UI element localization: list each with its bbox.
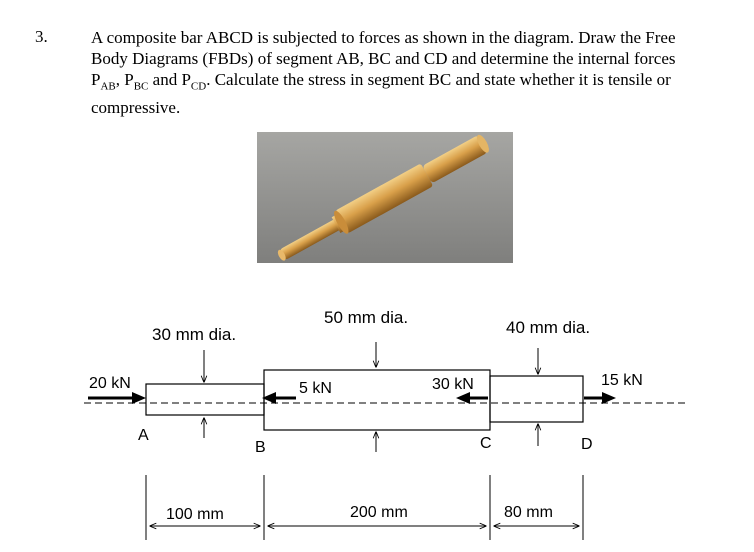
point-d-label: D xyxy=(581,436,593,453)
point-b-label: B xyxy=(255,439,266,456)
point-a-label: A xyxy=(138,427,149,444)
force-arrow-d xyxy=(584,392,616,404)
force-b-label: 5 kN xyxy=(299,380,332,397)
dia-cd-label: 40 mm dia. xyxy=(506,318,591,337)
segment-ab xyxy=(146,384,264,415)
composite-bar-photo xyxy=(257,132,513,263)
question-line-4: compressive. xyxy=(91,98,181,118)
segment-cd xyxy=(490,376,583,422)
force-arrow-a xyxy=(88,392,146,404)
force-arrow-c xyxy=(456,392,488,404)
length-bc-label: 200 mm xyxy=(350,504,408,521)
force-arrow-b xyxy=(262,392,296,404)
question-line-1: A composite bar ABCD is subjected to forces as shown in the diagram. Draw the Free xyxy=(91,28,676,47)
dia-bc-label: 50 mm dia. xyxy=(324,308,409,327)
force-a-label: 20 kN xyxy=(89,375,131,392)
force-d-label: 15 kN xyxy=(601,372,643,389)
bar-diagram xyxy=(0,290,754,552)
dia-ab-label: 30 mm dia. xyxy=(152,325,237,344)
question-number: 3. xyxy=(35,27,48,46)
point-c-label: C xyxy=(480,435,492,452)
question-text xyxy=(91,27,727,118)
length-ab-label: 100 mm xyxy=(166,506,224,523)
length-cd-label: 80 mm xyxy=(504,504,553,521)
force-c-label: 30 kN xyxy=(432,376,474,393)
question-line-3: $P_{AB}$, $P_{BC}$ and $P_{CD}$. Calculate the stress in segment BC and state whether it is tensile or xyxy=(91,70,671,93)
question-line-2: Body Diagrams (FBDs) of segment AB, BC and CD and determine the internal forces xyxy=(91,49,676,68)
